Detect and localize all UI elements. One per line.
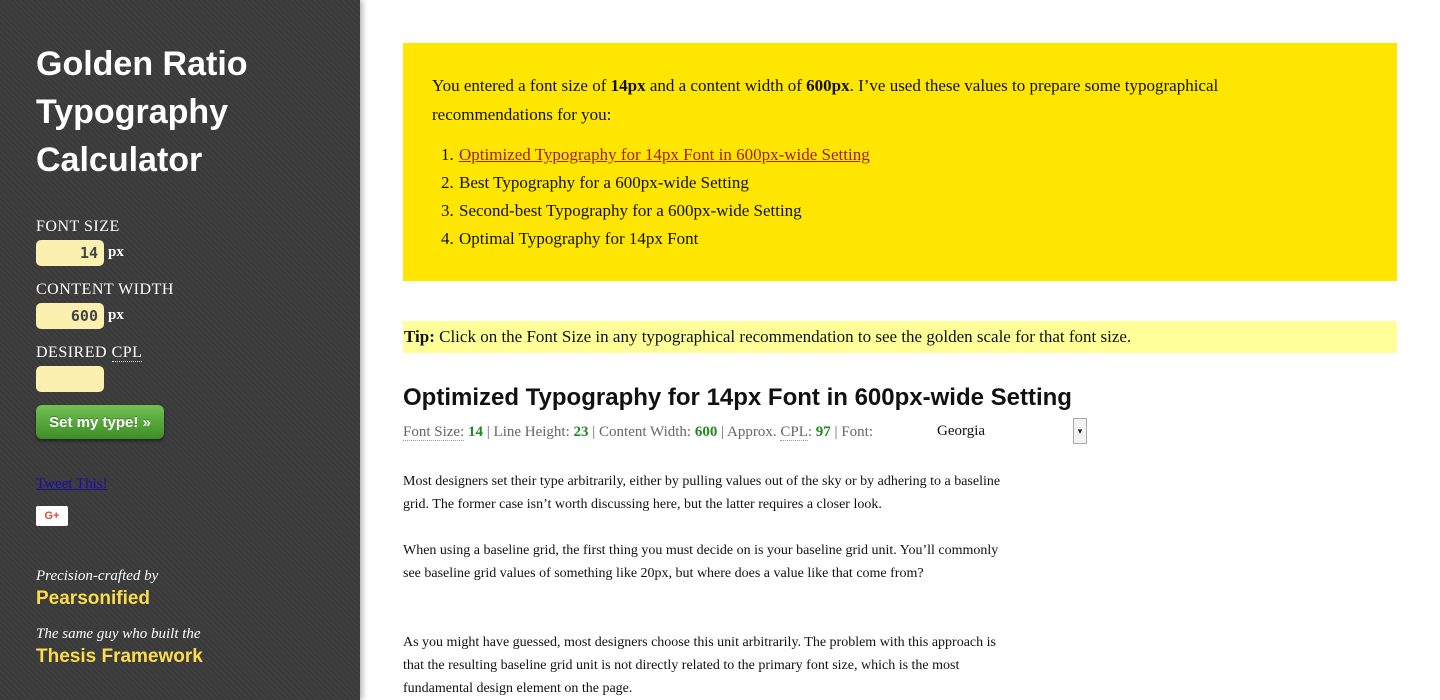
- chevron-down-icon[interactable]: ▾: [1073, 418, 1087, 444]
- tip-bar: [403, 321, 1397, 353]
- font-size-meta-value[interactable]: 14: [468, 424, 484, 440]
- cpl-abbr: CPL: [111, 344, 143, 361]
- list-item: 3. Second-best Typography for a 600px-wide Setting: [441, 201, 802, 220]
- cpl-label-prefix: DESIRED: [36, 344, 112, 361]
- content-width-meta-value: 600: [694, 424, 718, 440]
- font-meta-label: Font:: [841, 424, 873, 440]
- font-size-meta-label: Font Size:: [403, 424, 465, 440]
- cpl-meta-value: 97: [815, 424, 831, 440]
- credit-thesis-text: The same guy who built the: [36, 626, 201, 642]
- pearsonified-link[interactable]: Pearsonified: [36, 588, 151, 609]
- tip-text: Click on the Font Size in any typographical recommendation to see the golden scale for that font size.: [434, 327, 1132, 346]
- intro-content-width: 600px: [806, 76, 850, 95]
- section-heading: Optimized Typography for 14px Font in 600px-wide Setting: [403, 384, 1072, 411]
- list-item: 2. Best Typography for a 600px-wide Setting: [441, 173, 749, 192]
- font-size-input[interactable]: [36, 240, 104, 266]
- list-item: 1. Optimized Typography for 14px Font in 600px-wide Setting: [441, 145, 870, 164]
- tweet-this-link[interactable]: Tweet This!: [36, 476, 108, 492]
- credit-precision-text: Precision-crafted by: [36, 568, 159, 584]
- cpl-input[interactable]: [36, 366, 104, 392]
- tip-label: Tip:: [404, 327, 435, 346]
- font-size-unit: px: [108, 244, 124, 260]
- google-plus-button[interactable]: G+: [36, 506, 68, 526]
- intro-part-3: . I’ve used these values to prepare some typographical recommendations for you:: [432, 76, 1219, 124]
- cpl-label: [36, 344, 142, 362]
- paragraph-1: Most designers set their type arbitrarily, either by pulling values out of the sky or by adhering to a baseline grid. The former case isn’t worth discussing here, but the latter requires a closer look.: [403, 474, 1001, 512]
- line-height-meta-label: Line Height:: [493, 424, 570, 440]
- font-select[interactable]: [933, 418, 1087, 444]
- separator: |: [834, 424, 838, 440]
- list-item: 4. Optimal Typography for 14px Font: [441, 229, 699, 248]
- app-title: Golden Ratio Typography Calculator: [36, 45, 248, 179]
- separator: |: [721, 424, 725, 440]
- intro-part-2: and a content width of: [645, 76, 807, 95]
- rec-link-optimal[interactable]: Optimal Typography for 14px Font: [459, 229, 699, 248]
- sidebar: [0, 0, 360, 700]
- intro-font-size: 14px: [610, 76, 646, 95]
- separator: |: [592, 424, 596, 440]
- recommendations-box: [403, 43, 1397, 281]
- font-size-label: FONT SIZE: [36, 218, 120, 235]
- paragraph-3: As you might have guessed, most designers choose this unit arbitrarily. The problem with this approach is that the resulting baseline grid unit is not directly related to the primary font size, which is the most fundamental design element on the page.: [403, 635, 996, 696]
- separator: |: [486, 424, 490, 440]
- rec-link-best[interactable]: Best Typography for a 600px-wide Setting: [459, 173, 749, 192]
- content-width-meta-label: Content Width:: [599, 424, 692, 440]
- line-height-meta-value: 23: [573, 424, 589, 440]
- cpl-meta-abbr: CPL: [780, 424, 808, 440]
- rec-link-optimized[interactable]: Optimized Typography for 14px Font in 600px-wide Setting: [459, 145, 870, 164]
- rec-link-second-best[interactable]: Second-best Typography for a 600px-wide Setting: [459, 201, 802, 220]
- font-select-value: Georgia: [937, 423, 986, 439]
- content-width-unit: px: [108, 307, 124, 323]
- thesis-framework-link[interactable]: Thesis Framework: [36, 646, 203, 667]
- recommendation-list: [441, 141, 870, 253]
- content-width-label: CONTENT WIDTH: [36, 281, 174, 298]
- intro-part-1: You entered a font size of: [432, 76, 611, 95]
- intro-text: [432, 71, 1332, 129]
- approx-meta-label: Approx.: [727, 424, 777, 440]
- set-my-type-button[interactable]: Set my type! »: [36, 405, 164, 439]
- content-width-input[interactable]: [36, 303, 104, 329]
- paragraph-2: When using a baseline grid, the first thing you must decide on is your baseline grid unit. You’ll commonly see baseline grid values of something like 20px, but where does a value like that come from?: [403, 543, 999, 581]
- typography-meta: Font Size: 14 | Line Height: 23 | Content Width: 600 | Approx. CPL: 97 | Font:: [403, 424, 873, 440]
